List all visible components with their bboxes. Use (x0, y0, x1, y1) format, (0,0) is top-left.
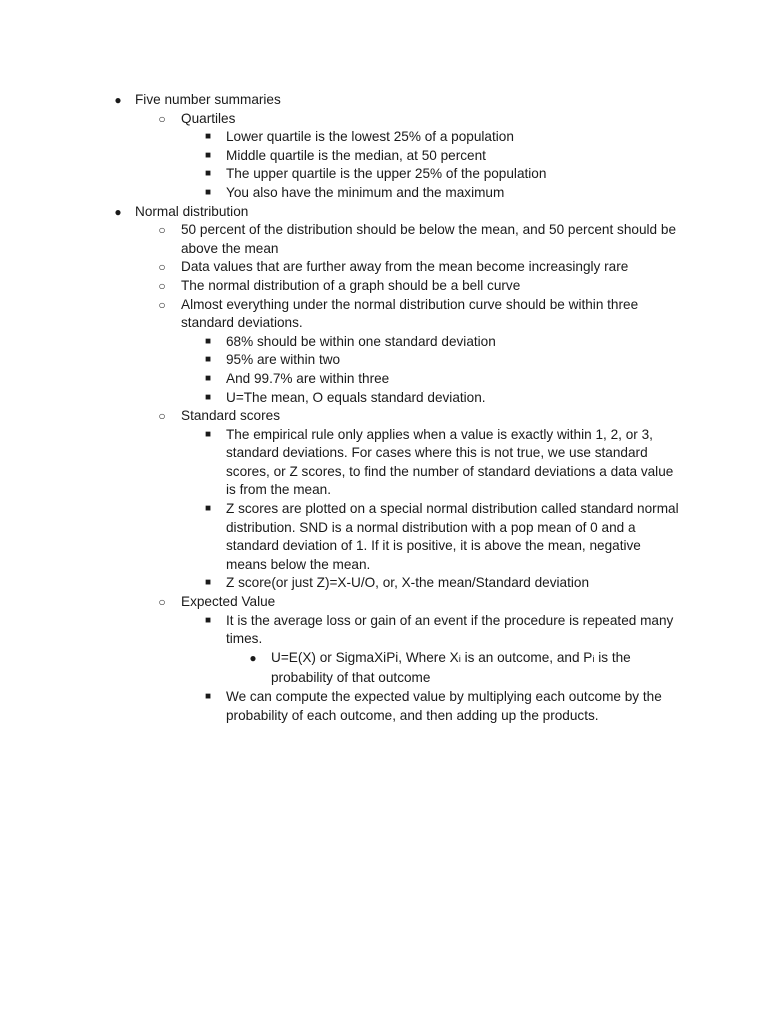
list-item (0, 333, 768, 352)
list-item-five-number-summaries (0, 91, 768, 110)
list-item-expected-value (0, 593, 768, 612)
list-item-text: The empirical rule only applies when a value is exactly within 1, 2, or 3, standard deviations. For cases where this is not true, we use standard scores, or Z scores, to find the number of standard deviations a data value is from the mean. (226, 426, 674, 498)
list-item (0, 389, 768, 408)
list-item-text: And 99.7% are within three (226, 370, 390, 386)
square-bullet-icon: ■ (204, 335, 212, 347)
square-bullet-icon: ■ (204, 131, 212, 143)
disc-bullet-icon: ● (114, 204, 122, 219)
list-item-text: The upper quartile is the upper 25% of the population (226, 166, 547, 182)
circle-bullet-icon: ○ (158, 223, 166, 238)
list-item-text: The normal distribution of a graph should be a bell curve (181, 277, 521, 293)
square-bullet-icon: ■ (204, 168, 212, 180)
list-item-text: It is the average loss or gain of an event if the procedure is repeated many times. (226, 612, 674, 647)
list-item (0, 370, 768, 389)
circle-bullet-icon: ○ (158, 111, 166, 126)
list-item (0, 351, 768, 370)
formula-part: is the probability of that outcome (271, 649, 631, 686)
list-item-formula (0, 649, 768, 688)
square-bullet-icon: ■ (204, 149, 212, 161)
list-item (0, 500, 768, 574)
square-bullet-icon: ■ (204, 186, 212, 198)
list-item-text: Data values that are further away from the mean become increasingly rare (181, 259, 629, 275)
list-item-normal-distribution (0, 203, 768, 222)
list-item (0, 221, 768, 258)
disc-bullet-icon: ● (114, 93, 122, 107)
square-bullet-icon: ■ (204, 691, 212, 702)
circle-bullet-icon: ○ (158, 278, 166, 293)
list-item-text: Standard scores (181, 408, 280, 424)
list-item-text: Almost everything under the normal distribution curve should be within three standard deviations. (181, 296, 639, 331)
list-item-text: U=The mean, O equals standard deviation. (226, 389, 486, 405)
list-item (0, 165, 768, 184)
list-item (0, 277, 768, 296)
list-item-text: Z scores are plotted on a special normal distribution called standard normal distribution. SND is a normal distribution with a pop mean of 0 and a standard deviation of 1. If it is positive, it is above the mean, negative means below the mean. (226, 501, 679, 572)
list-item-quartiles (0, 110, 768, 129)
circle-bullet-icon: ○ (158, 260, 166, 275)
list-item (0, 426, 768, 500)
square-bullet-icon: ■ (204, 614, 212, 626)
list-item (0, 128, 768, 147)
square-bullet-icon: ■ (204, 428, 212, 440)
list-item-text: You also have the minimum and the maximum (226, 184, 505, 200)
list-item (0, 147, 768, 166)
circle-bullet-icon: ○ (158, 595, 166, 610)
formula-text (271, 649, 671, 688)
circle-bullet-icon: ○ (158, 409, 166, 424)
list-item (0, 688, 768, 725)
list-item (0, 612, 768, 649)
square-bullet-icon: ■ (204, 577, 212, 589)
list-item-text: Five number summaries (135, 92, 281, 107)
list-item-text: 68% should be within one standard deviation (226, 333, 496, 349)
list-item-text: Normal distribution (135, 203, 249, 219)
formula-part: U=E(X) or SigmaXiPi, Where X (271, 649, 459, 665)
list-item-text: Z score(or just Z)=X-U/O, or, X-the mean/Standard deviation (226, 575, 590, 591)
list-item-text: 50 percent of the distribution should be below the mean, and 50 percent should be above the mean (181, 222, 677, 256)
list-item-text: Quartiles (181, 110, 236, 126)
list-item (0, 574, 768, 593)
notes-outline (0, 91, 768, 725)
list-item (0, 258, 768, 277)
list-item (0, 184, 768, 203)
square-bullet-icon: ■ (204, 503, 212, 515)
list-item-text: 95% are within two (226, 352, 341, 368)
list-item-text: We can compute the expected value by multiplying each outcome by the probability of each outcome, and then adding up the products. (226, 689, 662, 723)
formula-part: is an outcome, and P (460, 649, 593, 665)
list-item-text: Middle quartile is the median, at 50 percent (226, 147, 486, 163)
list-item-standard-scores (0, 407, 768, 426)
disc-bullet-icon: ● (249, 650, 257, 665)
list-item-text: Expected Value (181, 594, 276, 610)
circle-bullet-icon: ○ (158, 297, 166, 312)
subscript: i (458, 653, 461, 665)
square-bullet-icon: ■ (204, 372, 212, 384)
list-item-text: Lower quartile is the lowest 25% of a population (226, 129, 514, 145)
list-item (0, 296, 768, 333)
square-bullet-icon: ■ (204, 354, 212, 366)
subscript: i (592, 653, 595, 665)
square-bullet-icon: ■ (204, 391, 212, 403)
